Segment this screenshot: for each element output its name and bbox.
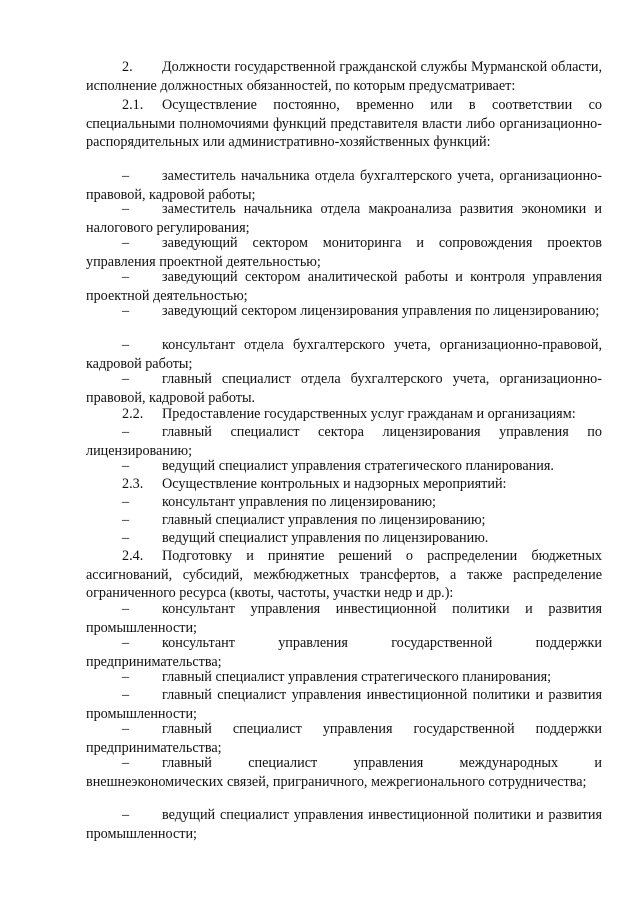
bullet-dash: –	[122, 721, 130, 737]
bullet-dash: –	[122, 755, 130, 771]
list-item: – главный специалист управления по лицензированию;	[122, 512, 486, 528]
bullet-dash: –	[122, 601, 130, 617]
bullet-dash: –	[122, 530, 130, 546]
bullet-dash: –	[122, 494, 130, 510]
list-item: – главный специалист управления международных и внешнеэкономических связей, приграничного, межрегионального сотрудничества;	[86, 755, 602, 790]
list-item: – главный специалист сектора лицензирования управления по лицензированию;	[86, 424, 602, 459]
bullet-dash: –	[122, 458, 130, 474]
list-item: – главный специалист управления инвестиционной политики и развития промышленности;	[86, 687, 602, 722]
subsection-text: Осуществление контрольных и надзорных мероприятий:	[162, 476, 507, 492]
list-item: – главный специалист управления государственной поддержки предпринимательства;	[86, 721, 602, 756]
subsection-number: 2.2.	[122, 406, 144, 422]
section-number: 2.	[122, 59, 133, 75]
bullet-dash: –	[122, 235, 130, 251]
subsection-2-3	[86, 475, 602, 494]
bullet-dash: –	[122, 512, 130, 528]
subsection-text: Подготовку и принятие решений о распределении бюджетных ассигнований, субсидий, межбюджетных трансфертов, а также распределение ограниченного ресурса (квоты, частоты, участки недр и др.):	[86, 548, 602, 601]
list-item: – ведущий специалист управления стратегического планирования.	[122, 458, 554, 474]
bullet-dash: –	[122, 303, 130, 319]
list-item: – главный специалист управления стратегического планирования;	[122, 669, 552, 685]
subsection-2-4	[86, 547, 602, 603]
bullet-dash: –	[122, 371, 130, 387]
subsection-number: 2.1.	[122, 97, 144, 113]
subsection-2-1	[86, 96, 602, 152]
list-item: – ведущий специалист управления по лицензированию.	[122, 530, 489, 546]
bullet-dash: –	[122, 424, 130, 440]
list-item: – заместитель начальника отдела бухгалтерского учета, организационно-правовой, кадровой работы;	[86, 168, 602, 203]
list-item: – заведующий сектором лицензирования управления по лицензированию;	[122, 303, 600, 319]
subsection-number: 2.4.	[122, 548, 144, 564]
bullet-dash: –	[122, 269, 130, 285]
bullet-dash: –	[122, 201, 130, 217]
list-item: – главный специалист отдела бухгалтерского учета, организационно-правовой, кадровой работы.	[86, 371, 602, 406]
bullet-dash: –	[122, 807, 130, 823]
subsection-text: Осуществление постоянно, временно или в соответствии со специальными полномочиями функций представителя власти либо организационно-распорядительных или административно-хозяйственных функций:	[86, 97, 602, 150]
list-item: – заведующий сектором мониторинга и сопровождения проектов управления проектной деятельностью;	[86, 235, 602, 270]
bullet-dash: –	[122, 687, 130, 703]
list-item: – заведующий сектором аналитической работы и контроля управления проектной деятельностью;	[86, 269, 602, 304]
bullet-dash: –	[122, 669, 130, 685]
subsection-text: Предоставление государственных услуг гражданам и организациям:	[162, 406, 576, 422]
list-item: – консультант отдела бухгалтерского учета, организационно-правовой, кадровой работы;	[86, 337, 602, 372]
list-item: – консультант управления государственной поддержки предпринимательства;	[86, 635, 602, 670]
section-2-intro	[86, 58, 602, 95]
list-item: – ведущий специалист управления инвестиционной политики и развития промышленности;	[86, 807, 602, 842]
list-item: – консультант управления по лицензированию;	[122, 494, 436, 510]
bullet-dash: –	[122, 168, 130, 184]
bullet-dash: –	[122, 337, 130, 353]
list-item: – консультант управления инвестиционной политики и развития промышленности;	[86, 601, 602, 636]
list-item: – заместитель начальника отдела макроанализа развития экономики и налогового регулирования;	[86, 201, 602, 236]
subsection-number: 2.3.	[122, 476, 144, 492]
subsection-2-2	[86, 405, 602, 424]
section-text: Должности государственной гражданской службы Мурманской области, исполнение должностных обязанностей, по которым предусматривает:	[86, 59, 602, 94]
bullet-dash: –	[122, 635, 130, 651]
